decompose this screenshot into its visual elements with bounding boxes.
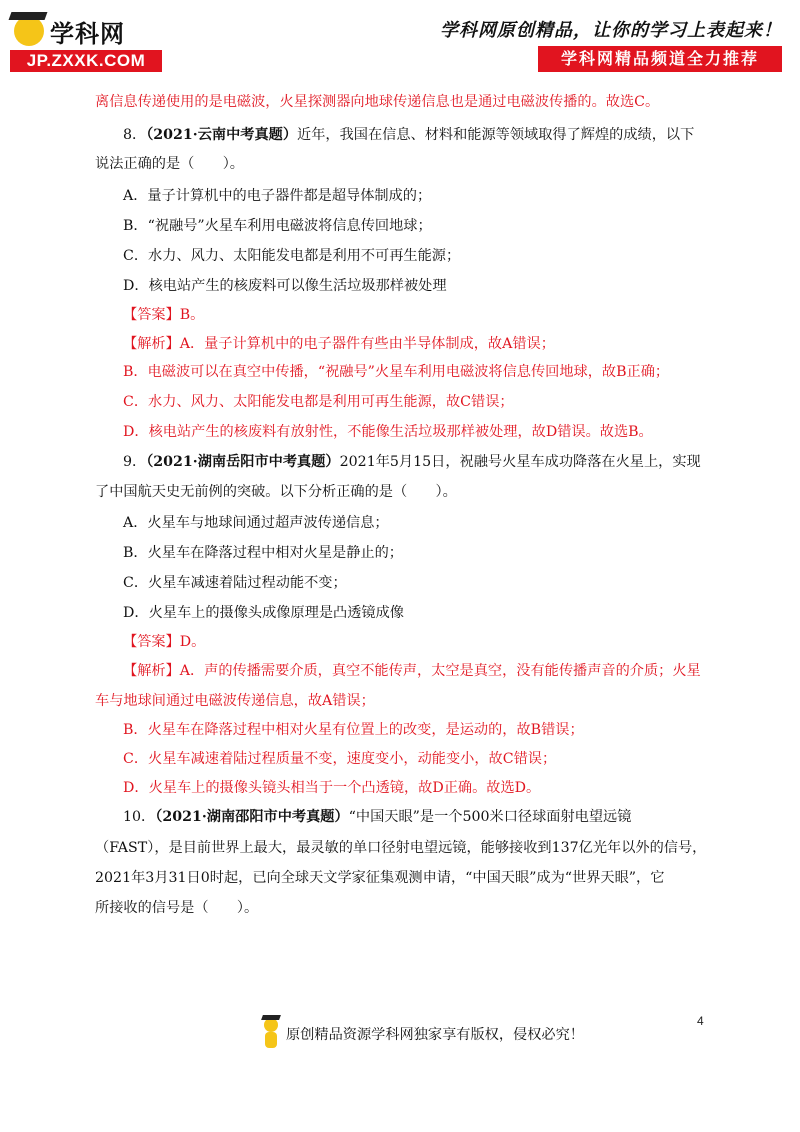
logo-text: 学科网 <box>50 20 125 48</box>
text-line: （FAST），是目前世界上最大，最灵敏的单口径射电望远镜，能够接收到137亿光年以外的信号， <box>95 840 707 856</box>
question-9-line <box>123 452 701 472</box>
copyright-notice: 原创精品资源学科网独家享有版权，侵权必究！ <box>286 1027 584 1043</box>
zxxk-logo[interactable] <box>10 14 160 74</box>
option-line: B．“祝融号”火星车利用电磁波将信息传回地球； <box>123 218 432 234</box>
analysis-line: B．电磁波可以在真空中传播，“祝融号”火星车利用电磁波将信息传回地球，故B正确； <box>123 364 670 380</box>
analysis-line: 【解析】A．声的传播需要介质，真空不能传声，太空是真空，没有能传播声音的介质；火星 <box>123 663 701 679</box>
text-line: 所接收的信号是（ ）。 <box>95 900 259 916</box>
logo-url: JP.ZXXK.COM <box>10 50 162 72</box>
mascot-icon <box>14 16 44 46</box>
question-text: “中国天眼”是一个500米口径球面射电望远镜 <box>348 809 632 825</box>
question-number: 8． <box>123 127 147 143</box>
analysis-line: D．火星车上的摄像头镜头相当于一个凸透镜，故D正确。故选D。 <box>123 780 541 796</box>
answer-line: 【答案】D。 <box>123 634 206 650</box>
question-8-line <box>123 125 694 145</box>
question-source: （2021·云南中考真题） <box>146 127 298 143</box>
analysis-line: 【解析】A．量子计算机中的电子器件有些由半导体制成，故A错误； <box>123 336 555 352</box>
text-line: 说法正确的是（ ）。 <box>95 156 244 172</box>
option-line: C．火星车减速着陆过程动能不变； <box>123 575 347 591</box>
option-line: D．核电站产生的核废料可以像生活垃圾那样被处理 <box>123 278 447 294</box>
question-number: 10． <box>123 809 156 825</box>
answer-line: 【答案】B。 <box>123 307 205 323</box>
page-footer <box>262 1014 602 1054</box>
option-line: A．火星车与地球间通过超声波传递信息； <box>123 515 389 531</box>
header-banner: 学科网精品频道全力推荐 <box>538 46 782 72</box>
question-source: （2021·湖南岳阳市中考真题） <box>146 454 340 470</box>
option-line: A．量子计算机中的电子器件都是超导体制成的； <box>123 188 432 204</box>
question-text: 2021年5月15日，祝融号火星车成功降落在火星上，实现 <box>339 454 701 470</box>
page-header <box>0 0 800 90</box>
question-number: 9． <box>123 454 147 470</box>
option-line: D．火星车上的摄像头成像原理是凸透镜成像 <box>123 605 404 621</box>
analysis-line: C．火星车减速着陆过程质量不变，速度变小，动能变小，故C错误； <box>123 751 557 767</box>
mascot-icon <box>262 1014 282 1050</box>
question-10-line <box>123 807 631 827</box>
analysis-line: D．核电站产生的核废料有放射性，不能像生活垃圾那样被处理，故D错误。故选B。 <box>123 424 653 440</box>
analysis-line: 车与地球间通过电磁波传递信息，故A错误； <box>95 693 375 709</box>
question-source: （2021·湖南邵阳市中考真题） <box>155 809 349 825</box>
analysis-line: C．水力、风力、太阳能发电都是利用可再生能源，故C错误； <box>123 394 514 410</box>
option-line: B．火星车在降落过程中相对火星是静止的； <box>123 545 403 561</box>
option-line: C．水力、风力、太阳能发电都是利用不可再生能源； <box>123 248 461 264</box>
question-text: 近年，我国在信息、材料和能源等领域取得了辉煌的成绩，以下 <box>297 127 695 143</box>
graduation-cap-icon <box>9 12 48 20</box>
analysis-line: B．火星车在降落过程中相对火星有位置上的改变，是运动的，故B错误； <box>123 722 584 738</box>
page-number: 4 <box>697 1014 704 1028</box>
text-line: 了中国航天史无前例的突破。以下分析正确的是（ ）。 <box>95 484 457 500</box>
text-line: 2021年3月31日0时起，已向全球天文学家征集观测申请，“中国天眼”成为“世界天眼”，它 <box>95 870 665 886</box>
text-line: 离信息传递使用的是电磁波，火星探测器向地球传递信息也是通过电磁波传播的。故选C。 <box>95 94 660 110</box>
header-slogan: 学科网原创精品，让你的学习上表起来！ <box>440 20 782 41</box>
